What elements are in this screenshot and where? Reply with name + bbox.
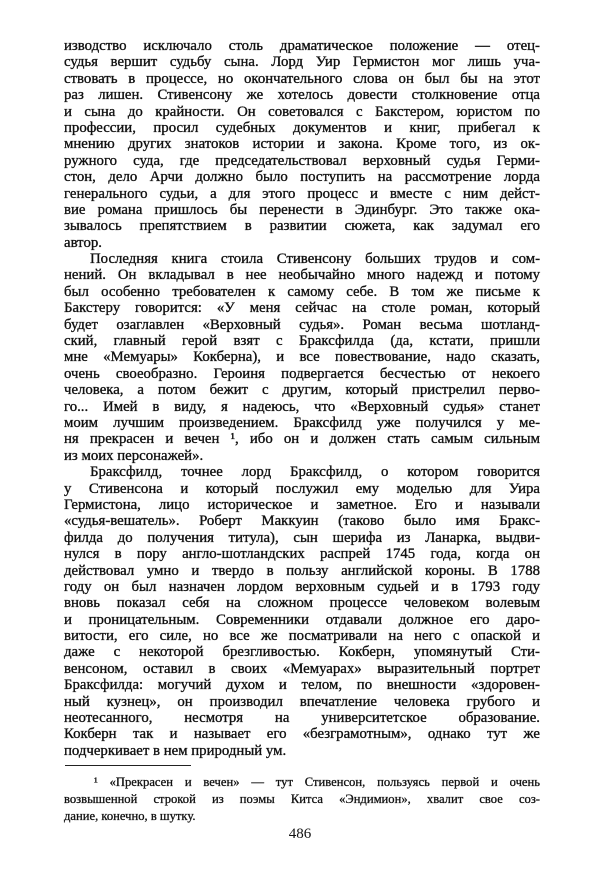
text-line: зывалось препятствием в развитии сюжета, как задумал его bbox=[64, 218, 540, 235]
text-line: изводство исключало столь драматическое положение — отец- bbox=[64, 38, 540, 54]
text-line: вновь показал себя на сложном процессе человеком волевым bbox=[64, 595, 540, 612]
text-line: Гермистона, лицо историческое и заметное. Его и называли bbox=[64, 496, 540, 513]
text-line: был особенно требователен к самому себе. В том же письме к bbox=[64, 283, 540, 300]
text-line: стон, дело Арчи должно было поступить на рассмотрение лорда bbox=[64, 169, 540, 186]
text-line: мнению других знатоков истории и закона. Кроме того, из ок- bbox=[64, 136, 540, 153]
paragraph bbox=[64, 38, 540, 251]
text-line: и сына до крайности. Он советовался с Бакстером, юристом по bbox=[64, 103, 540, 120]
text-line: даже с некоторой брезгливостью. Кокберн, упомянутый Сти- bbox=[64, 644, 540, 661]
text-line: венсоном, оставил в своих «Мемуарах» выразительный портрет bbox=[64, 660, 540, 677]
text-line: году он был назначен лордом верховным судьей и в 1793 году bbox=[64, 578, 540, 595]
text-line: генерального судьи, а для этого процесс и вместе с ним дейст- bbox=[64, 185, 540, 202]
text-line: из моих персонажей». bbox=[64, 447, 204, 464]
text-line: Браксфилда: могучий духом и телом, по внешности «здоровен- bbox=[64, 677, 540, 694]
text-line: ружного суда, где председательствовал верховный судья Герми- bbox=[64, 152, 540, 169]
footnote-line: возвышенной строкой из поэмы Китса «Эндимион», хвалит свое соз- bbox=[64, 792, 540, 806]
text-line: моим лучшим произведением. Браксфилд уже получился у ме- bbox=[64, 414, 540, 431]
text-line: ский, главный герой взят с Браксфилда (да, кстати, пришли bbox=[64, 333, 540, 350]
text-line: Браксфилд, точнее лорд Браксфилд, о котором говорится bbox=[90, 464, 540, 481]
text-line: вие романа пришлось бы перенести в Эдинбург. Это также ока- bbox=[64, 201, 540, 218]
text-line: нулся в пору англо-шотландских распрей 1745 года, когда он bbox=[64, 546, 540, 563]
text-line: витости, его силе, но все же посматривали на него с опаской и bbox=[64, 628, 540, 645]
text-line: будет озаглавлен «Верховный судья». Роман весьма шотланд- bbox=[64, 316, 540, 333]
text-line: автор. bbox=[64, 234, 102, 251]
text-line: Кокберн так и называет его «безграмотным», однако тут же bbox=[64, 726, 540, 743]
text-line: очень своеобразно. Героиня подвергается бесчестью от некоего bbox=[64, 365, 540, 382]
text-line: мне «Мемуары» Кокберна), и все повествование, надо сказать, bbox=[64, 349, 540, 366]
text-line: профессии, просил судебных документов и книг, прибегал к bbox=[64, 119, 540, 136]
paragraph bbox=[64, 464, 540, 759]
text-line: филда до получения титула), сын шерифа из Ланарка, выдви- bbox=[64, 529, 540, 546]
paragraph bbox=[64, 251, 540, 464]
text-line: го... Имей в виду, я надеюсь, что «Верховный судья» станет bbox=[64, 398, 540, 415]
text-line: неотесанного, несмотря на университетское образование. bbox=[64, 710, 540, 727]
text-line: Бакстеру говорится: «У меня сейчас на столе роман, который bbox=[64, 300, 540, 317]
text-line: Последняя книга стоила Стивенсону больших трудов и сом- bbox=[90, 251, 540, 268]
text-line: ствовать в процессе, но окончательного слова он был бы на этот bbox=[64, 70, 540, 87]
page-number: 486 bbox=[288, 826, 312, 842]
footnote-line: дание, конечно, в шутку. bbox=[64, 809, 196, 823]
text-line: ный кузнец», он производил впечатление человека грубого и bbox=[64, 693, 540, 710]
footnote-line: ¹ «Прекрасен и вечен» — тут Стивенсон, пользуясь первой и очень bbox=[94, 775, 540, 789]
footnote-divider bbox=[65, 765, 191, 766]
text-line: действовал умно и твердо в пользу английской короны. В 1788 bbox=[64, 562, 540, 579]
text-line: раз лишен. Стивенсону же хотелось довести столкновение отца bbox=[64, 87, 540, 104]
text-line: человека, а потом бежит с другим, который пристрелил перво- bbox=[64, 382, 540, 399]
text-line: «судья-вешатель». Роберт Маккуин (таково было имя Бракс- bbox=[64, 513, 540, 530]
text-line: у Стивенсона и который послужил ему моделью для Уира bbox=[64, 480, 540, 497]
body-text bbox=[64, 38, 540, 759]
text-line: ня прекрасен и вечен ¹, ибо он и должен стать самым сильным bbox=[64, 431, 540, 448]
text-line: и проницательным. Современники отдавали должное его даро- bbox=[64, 611, 540, 628]
text-line: подчеркивает в нем природный ум. bbox=[64, 742, 287, 759]
text-line: нений. Он вкладывал в нее необычайно много надежд и потому bbox=[64, 267, 540, 284]
text-line: судья вершит судьбу сына. Лорд Уир Гермистон мог лишь уча- bbox=[64, 54, 540, 71]
footnote bbox=[64, 774, 540, 825]
